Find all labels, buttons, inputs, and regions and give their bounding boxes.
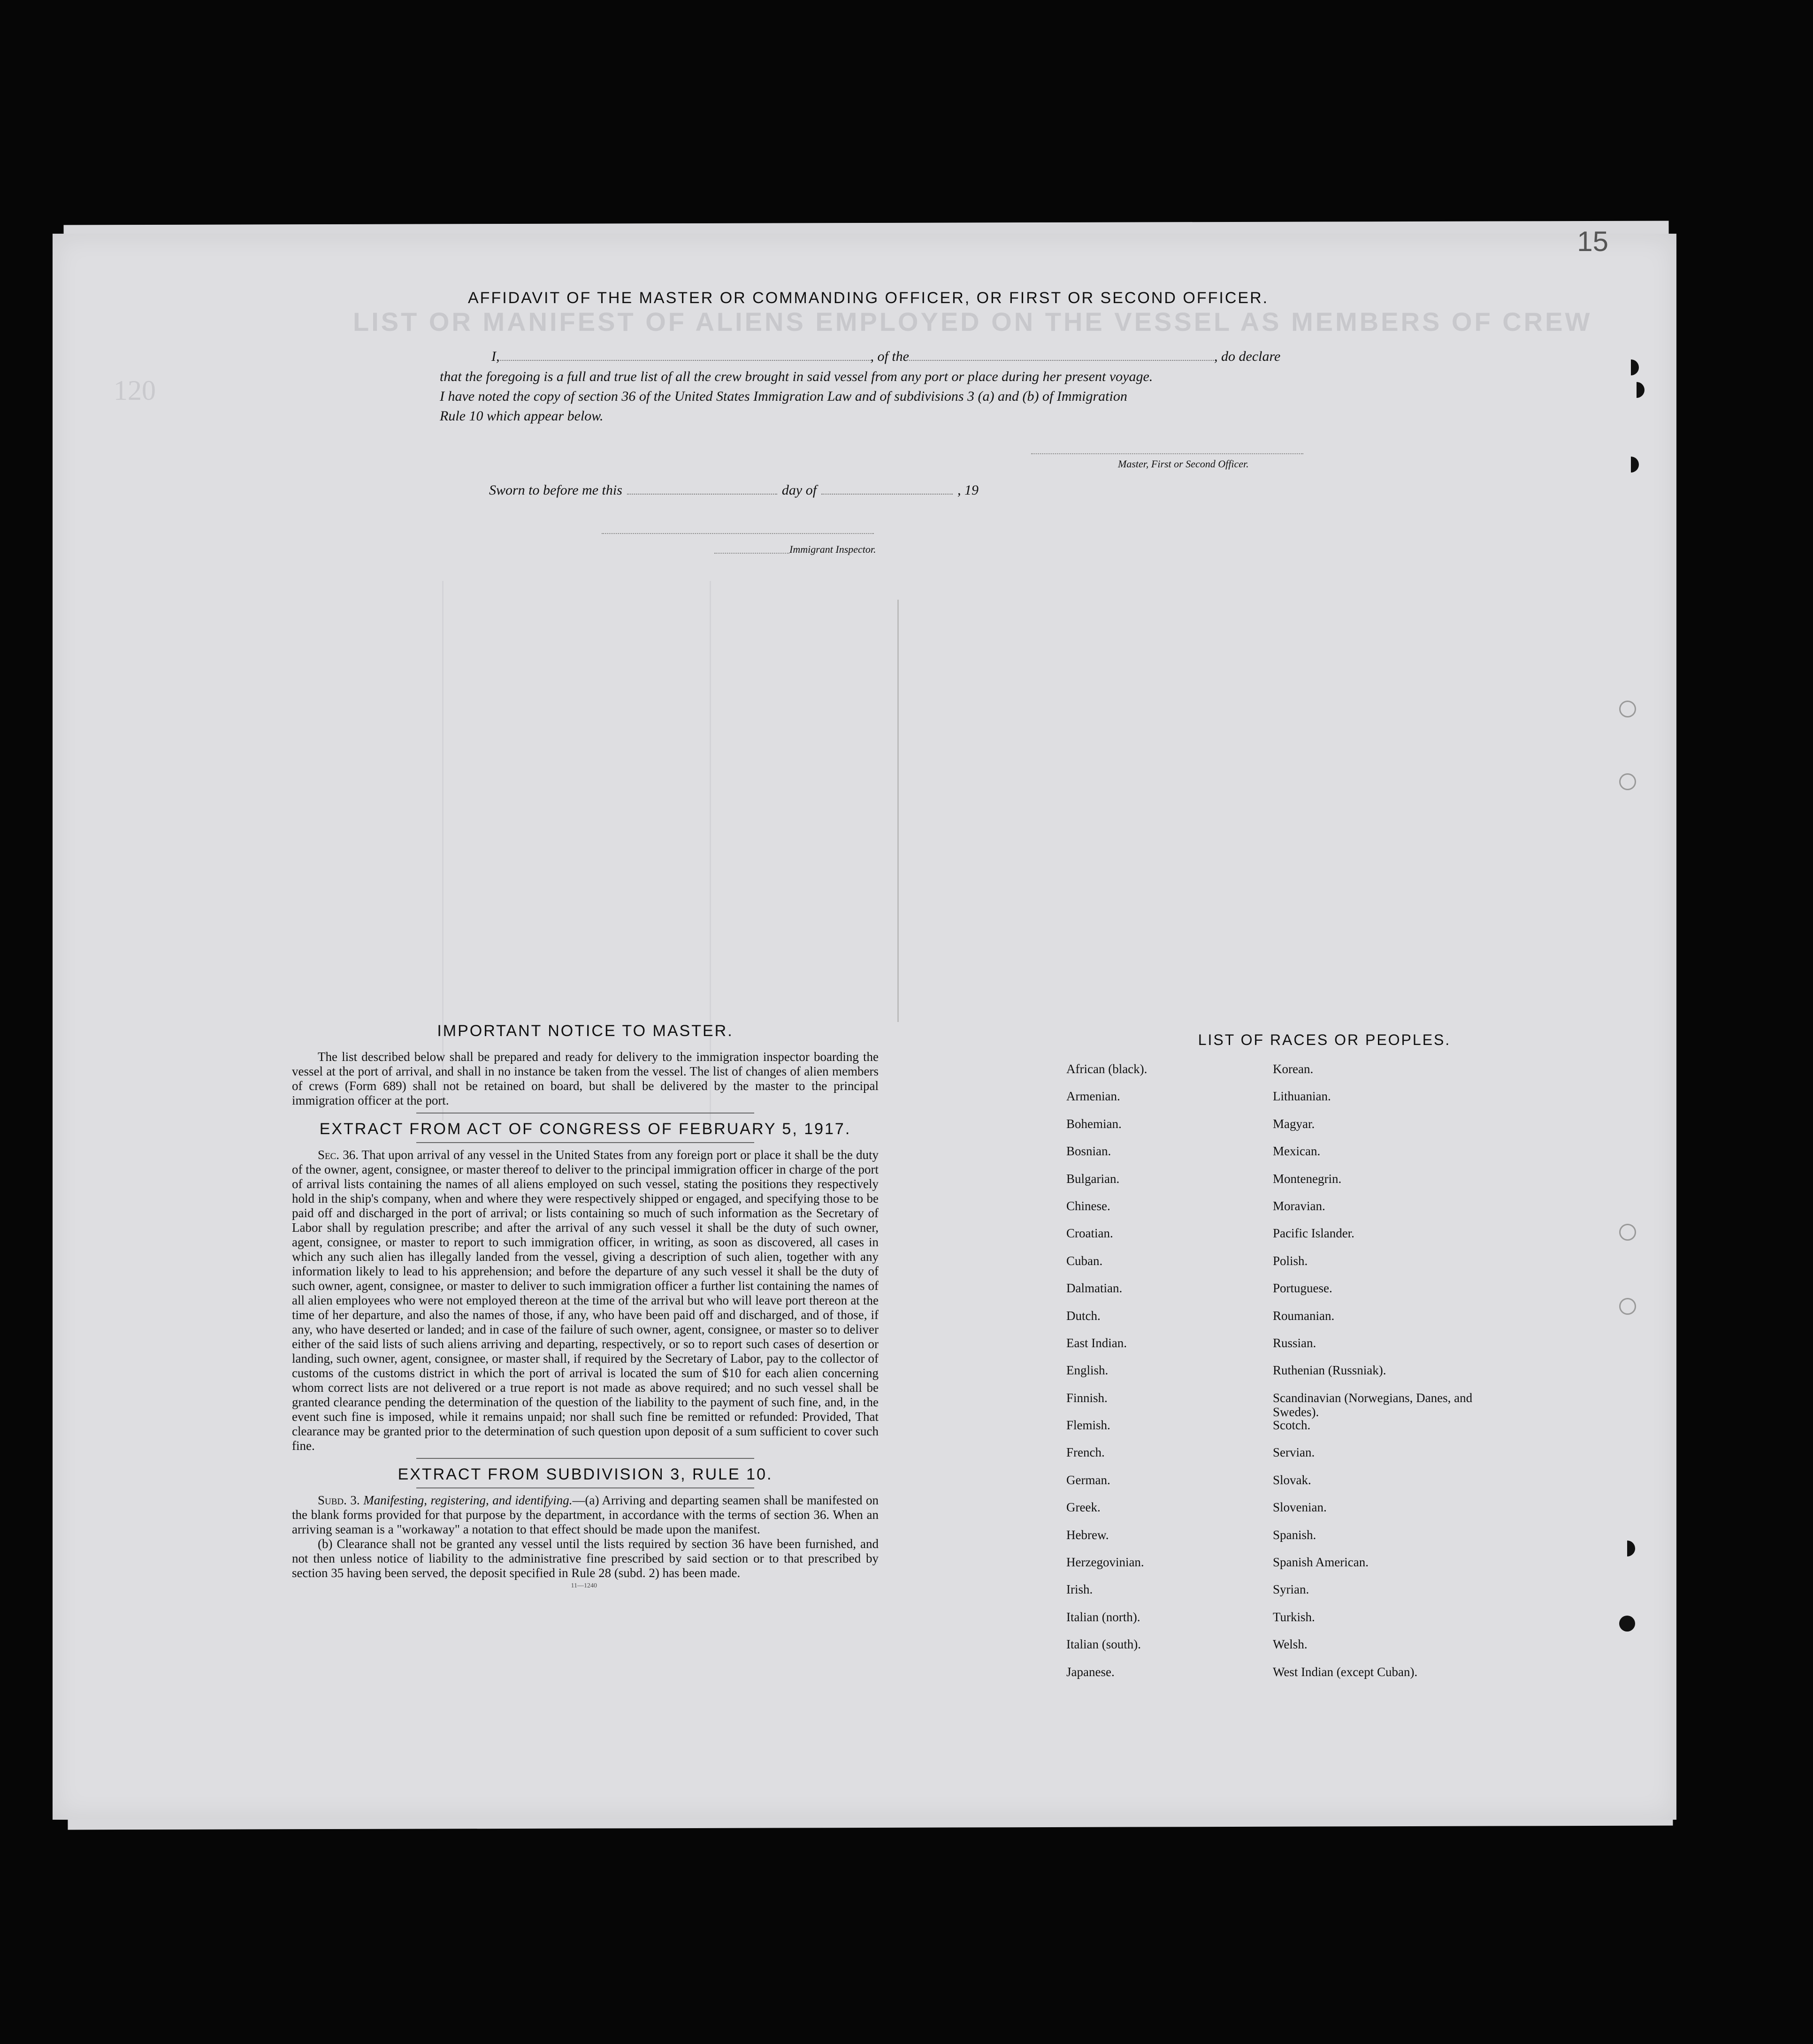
race-item: Turkish. (1273, 1609, 1315, 1624)
sworn-text: Sworn to before me this (489, 482, 622, 498)
inspector-signature-dots (714, 553, 789, 554)
binder-hole (1623, 359, 1639, 375)
inspector-signature-label: Immigrant Inspector. (789, 543, 876, 555)
faint-rule (897, 600, 899, 1022)
divider (416, 1142, 754, 1143)
notice-title: IMPORTANT NOTICE TO MASTER. (437, 1022, 734, 1040)
extract2-title: EXTRACT FROM SUBDIVISION 3, RULE 10. (398, 1465, 773, 1483)
affidavit-declare: , do declare (1214, 349, 1281, 364)
race-item: Montenegrin. (1273, 1171, 1342, 1186)
race-item: Roumanian. (1273, 1308, 1335, 1323)
sworn-year: , 19 (957, 482, 979, 498)
race-item: Chinese. (1066, 1198, 1110, 1213)
race-item: Cuban. (1066, 1253, 1103, 1268)
races-right-column (1273, 1062, 1479, 1692)
race-item: English. (1066, 1363, 1109, 1378)
race-item: Lithuanian. (1273, 1089, 1331, 1104)
affidavit-of-the: , of the (870, 349, 909, 364)
race-item: Polish. (1273, 1253, 1308, 1268)
binder-hole (1619, 773, 1636, 790)
race-item: Italian (north). (1066, 1609, 1140, 1624)
affidavit-i: I, (491, 349, 500, 364)
race-item: Bulgarian. (1066, 1171, 1120, 1186)
extract1-lead: Sec. 36. (318, 1148, 359, 1162)
bleed-through-title: LIST OR MANIFEST OF ALIENS EMPLOYED ON THE VESSEL AS MEMBERS OF CREW (353, 307, 1592, 336)
races-columns (1066, 1062, 1583, 1692)
form-code: 11—1240 (571, 1582, 597, 1589)
extract1-text (292, 1148, 879, 1453)
race-item: Servian. (1273, 1445, 1315, 1460)
extract1-body: That upon arrival of any vessel in the United States from any foreign port or place it shall be the duty of the owner, agent, consignee, or master thereof to deliver to the principal immigration officer in charge of the port of arrival lists containing the names of all aliens employed on such vessel, stating the positions they respectively hold in the ship's company, when and where they were respectively shipped or engaged, and specifying those to be paid off and discharged in the port of arrival; or lists containing so much of such information as the Secretary of Labor shall by regulation prescribe; and after the arrival of any such vessel it shall be the duty of such owner, agent, consignee, or master to report to such immigration officer, in writing, as soon as discovered, all cases in which any such alien has illegally landed from the vessel, giving a description of such alien, together with any information likely to lead to his apprehension; and before the departure of any such vessel it shall be the duty of such owner, agent, consignee, or master to deliver to such immigration officer a further list containing the names of all alien employees who were not employed thereon at the time of the arrival but who will leave port thereon at the time of her departure, and also the names of those, if any, who have been paid off and discharged, and of those, if any, who have deserted or landed; and in case of the failure of such owner, agent, consignee, or master so to deliver either of the said lists of such aliens arriving and departing, respectively, or so to report such cases of desertion or landing, such owner, agent, consignee, or master shall, if required by the Secretary of Labor, pay to the collector of customs of the customs district in which the port of arrival is located the sum of $10 for each alien concerning whom correct lists are not delivered or a true report is not made as above required; and no such vessel shall be granted clearance pending the determination of the question of the liability to the payment of such fine, and, in the event such fine is imposed, while it remains unpaid; nor shall such fine be remitted or refunded: Provided, That clearance may be granted prior to the determination of such question upon deposit of a sum sufficient to cover such fine. (292, 1148, 879, 1453)
race-item: Irish. (1066, 1582, 1093, 1597)
race-item: Scandinavian (Norwegians, Danes, and Swedes). (1273, 1390, 1473, 1419)
race-item: Armenian. (1066, 1089, 1120, 1104)
race-item: Dalmatian. (1066, 1281, 1123, 1296)
race-item: Moravian. (1273, 1198, 1325, 1213)
sworn-line (489, 482, 979, 498)
race-item: Japanese. (1066, 1664, 1115, 1679)
officer-signature-line[interactable] (1031, 453, 1303, 454)
vessel-blank[interactable] (909, 360, 1214, 361)
race-item: Scotch. (1273, 1418, 1311, 1433)
binder-hole (1619, 701, 1636, 717)
notice-text: The list described below shall be prepared and ready for delivery to the immigration inspector boarding the vessel at the port of arrival, and shall in no instance be taken from the vessel. The list of changes of alien members of crews (Form 689) shall not be retained on board, but shall be delivered by the master to the principal immigration officer at the port. (292, 1050, 879, 1107)
binder-hole (1619, 1298, 1636, 1315)
race-item: German. (1066, 1472, 1110, 1487)
race-item: Portuguese. (1273, 1281, 1332, 1296)
extract2-a: —(a) Arriving and departing seamen shall be manifested on the blank forms provided for that purpose by the department, in accordance with the terms of section 36. When an arriving seaman is a "workaway" a notation to that effect should be made upon the manifest. (292, 1493, 879, 1536)
inspector-signature-line[interactable] (602, 533, 874, 534)
binder-hole (1629, 382, 1645, 398)
extract2-text-a (292, 1493, 879, 1537)
race-item: Croatian. (1066, 1226, 1113, 1241)
extract1-title: EXTRACT FROM ACT OF CONGRESS OF FEBRUARY 5, 1917. (319, 1120, 851, 1138)
affidavit-line-1 (491, 349, 1280, 365)
race-item: Spanish American. (1273, 1555, 1369, 1570)
race-item: Syrian. (1273, 1582, 1309, 1597)
race-item: African (black). (1066, 1062, 1147, 1076)
races-title: LIST OF RACES OR PEOPLES. (1198, 1031, 1451, 1048)
binder-hole (1619, 1616, 1635, 1632)
document-page (53, 226, 1676, 1820)
race-item: Herzegovinian. (1066, 1555, 1144, 1570)
race-item: Slovak. (1273, 1472, 1311, 1487)
race-item: Bohemian. (1066, 1116, 1122, 1131)
extract2-lead: Subd. 3. (318, 1493, 360, 1507)
race-item: Finnish. (1066, 1390, 1108, 1405)
race-item: Italian (south). (1066, 1637, 1141, 1652)
affidavit-title: AFFIDAVIT OF THE MASTER OR COMMANDING OFFICER, OR FIRST OR SECOND OFFICER. (468, 289, 1269, 307)
race-item: Pacific Islander. (1273, 1226, 1354, 1241)
page-number: 15 (1577, 226, 1608, 257)
race-item: West Indian (except Cuban). (1273, 1664, 1418, 1679)
binder-hole (1619, 1541, 1635, 1556)
race-item: Greek. (1066, 1500, 1101, 1515)
notice-section (292, 1022, 879, 1590)
race-item: Dutch. (1066, 1308, 1101, 1323)
race-item: Magyar. (1273, 1116, 1315, 1131)
race-item: Russian. (1273, 1335, 1316, 1350)
month-blank[interactable] (821, 494, 953, 495)
race-item: French. (1066, 1445, 1105, 1460)
day-blank[interactable] (627, 494, 777, 495)
race-item: Hebrew. (1066, 1527, 1109, 1542)
race-item: Welsh. (1273, 1637, 1308, 1652)
race-item: Ruthenian (Russniak). (1273, 1363, 1386, 1378)
race-item: Spanish. (1273, 1527, 1316, 1542)
affidavit-line-3: I have noted the copy of section 36 of the United States Immigration Law and of subdivisions 3 (a) and (b) of Immigration (440, 389, 1127, 404)
divider (416, 1458, 754, 1459)
extract2-italic: Manifesting, registering, and identifying. (363, 1493, 573, 1507)
races-left-column (1066, 1062, 1273, 1692)
affidavit-line-4: Rule 10 which appear below. (440, 408, 604, 424)
race-item: Flemish. (1066, 1418, 1110, 1433)
bleed-through-number: 120 (114, 375, 156, 406)
races-section (1066, 1031, 1583, 1692)
divider (416, 1113, 754, 1114)
affidavit-line-2: that the foregoing is a full and true list of all the crew brought in said vessel from any port or place during her present voyage. (440, 369, 1153, 384)
race-item: East Indian. (1066, 1335, 1127, 1350)
race-item: Mexican. (1273, 1144, 1321, 1159)
race-item: Slovenian. (1273, 1500, 1327, 1515)
name-blank[interactable] (500, 360, 871, 361)
sworn-day-of: day of (781, 482, 817, 498)
binder-hole (1619, 1224, 1636, 1241)
divider (416, 1487, 754, 1488)
extract2-text-b: (b) Clearance shall not be granted any vessel until the lists required by section 36 have been furnished, and not then unless notice of liability to the administrative fine prescribed by said section or to that prescribed by section 35 having been served, the deposit specified in Rule 28 (subd. 2) has been made. (292, 1537, 879, 1580)
race-item: Bosnian. (1066, 1144, 1111, 1159)
officer-signature-label: Master, First or Second Officer. (1118, 458, 1249, 470)
binder-hole (1623, 457, 1639, 473)
race-item: Korean. (1273, 1062, 1314, 1076)
